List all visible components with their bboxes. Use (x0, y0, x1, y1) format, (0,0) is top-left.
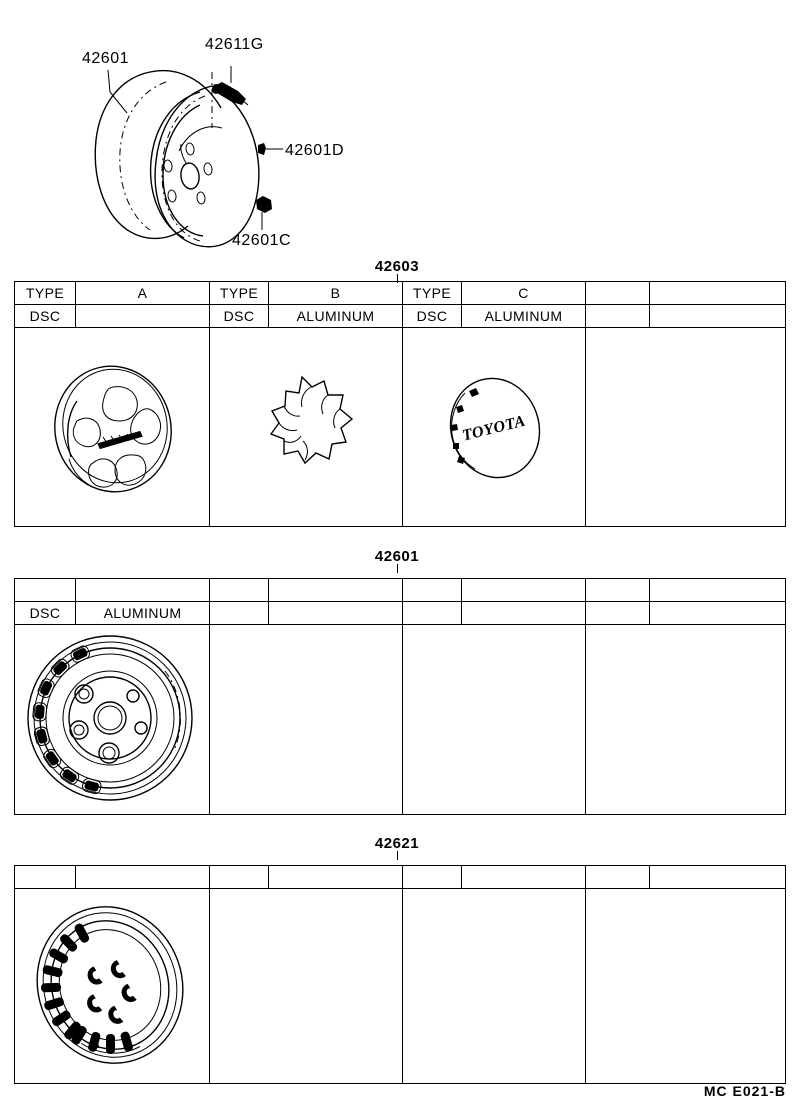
cell-dsc-4 (403, 602, 462, 625)
table-row (15, 579, 786, 602)
balance-weight-d (258, 143, 266, 155)
table-row (15, 602, 786, 625)
cell-type-c-key: TYPE (403, 282, 462, 305)
aluminum-wheel-empty-2 (403, 625, 586, 815)
table-row-illustrations (15, 889, 786, 1084)
aluminum-wheel-empty-1 (210, 625, 403, 815)
cell-dsc-c-val: ALUMINUM (462, 305, 586, 328)
cell-blank-0 (15, 579, 76, 602)
cell-type-a-val: A (76, 282, 210, 305)
cell-dsc-a-val (76, 305, 210, 328)
wheel-cover-cell (15, 889, 210, 1084)
wheel-cap-type-b-cell (210, 328, 403, 527)
cell-dsc-key: DSC (15, 602, 76, 625)
cell-blank-2 (210, 866, 269, 889)
wheel-cap-table (14, 281, 786, 527)
cell-blank-6 (586, 866, 650, 889)
cell-blank-7 (650, 866, 786, 889)
cell-dsc-c-key: DSC (403, 305, 462, 328)
cell-blank-1 (76, 579, 210, 602)
cell-dsc-a-key: DSC (15, 305, 76, 328)
caption-tick-42601 (397, 564, 398, 573)
cell-type-d-key (586, 282, 650, 305)
wheel-cover-empty-1 (210, 889, 403, 1084)
cell-dsc-5 (462, 602, 586, 625)
ornate-wheel-cap-icon (15, 329, 210, 525)
cell-blank-4 (403, 579, 462, 602)
wheel-cap-empty-cell (586, 328, 786, 527)
cell-type-a-key: TYPE (15, 282, 76, 305)
alloy-wheel-icon (15, 626, 210, 813)
cell-blank-5 (462, 866, 586, 889)
cell-dsc-b-key: DSC (210, 305, 269, 328)
exploded-wheel-illustration (0, 0, 800, 255)
cell-blank-4 (403, 866, 462, 889)
cell-dsc-6 (586, 602, 650, 625)
slotted-wheel-cover-icon (15, 890, 210, 1082)
cell-dsc-d-key (586, 305, 650, 328)
toyota-center-cap-icon (403, 329, 586, 525)
table-row (15, 866, 786, 889)
wheel-assembly-drawing (0, 0, 800, 255)
cell-blank-6 (586, 579, 650, 602)
cell-type-c-val: C (462, 282, 586, 305)
toyota-cap-text: TOYOTA (460, 412, 528, 445)
cell-blank-7 (650, 579, 786, 602)
cell-dsc-val: ALUMINUM (76, 602, 210, 625)
cell-blank-2 (210, 579, 269, 602)
part-number-caption-42601: 42601 (374, 548, 420, 565)
callout-42601: 42601 (82, 50, 129, 67)
cell-blank-3 (269, 866, 403, 889)
cell-blank-1 (76, 866, 210, 889)
cell-blank-5 (462, 579, 586, 602)
cell-type-b-key: TYPE (210, 282, 269, 305)
table-row (15, 282, 786, 305)
part-number-caption-42603: 42603 (374, 258, 420, 275)
caption-tick-42621 (397, 851, 398, 860)
wheel-cover-table (14, 865, 786, 1084)
cell-dsc-7 (650, 602, 786, 625)
cell-dsc-3 (269, 602, 403, 625)
aluminum-wheel-empty-3 (586, 625, 786, 815)
aluminum-wheel-cell (15, 625, 210, 815)
table-row-illustrations (15, 625, 786, 815)
callout-42611g: 42611G (205, 36, 264, 53)
table-row (15, 305, 786, 328)
cell-blank-3 (269, 579, 403, 602)
balance-weight-c (256, 196, 272, 213)
wheel-cap-type-a-cell (15, 328, 210, 527)
part-number-caption-42621: 42621 (374, 835, 420, 852)
callout-42601c: 42601C (232, 232, 292, 249)
cell-type-b-val: B (269, 282, 403, 305)
cell-blank-0 (15, 866, 76, 889)
star-wheel-cap-icon (210, 329, 403, 525)
wheel-cover-empty-3 (586, 889, 786, 1084)
wheel-cap-type-c-cell (403, 328, 586, 527)
cell-dsc-d-val (650, 305, 786, 328)
wheel-cover-empty-2 (403, 889, 586, 1084)
callout-42601d: 42601D (285, 142, 345, 159)
aluminum-wheel-table (14, 578, 786, 815)
table-row-illustrations (15, 328, 786, 527)
cell-dsc-2 (210, 602, 269, 625)
cell-type-d-val (650, 282, 786, 305)
cell-dsc-b-val: ALUMINUM (269, 305, 403, 328)
diagram-code: MC E021-B (703, 1083, 786, 1099)
